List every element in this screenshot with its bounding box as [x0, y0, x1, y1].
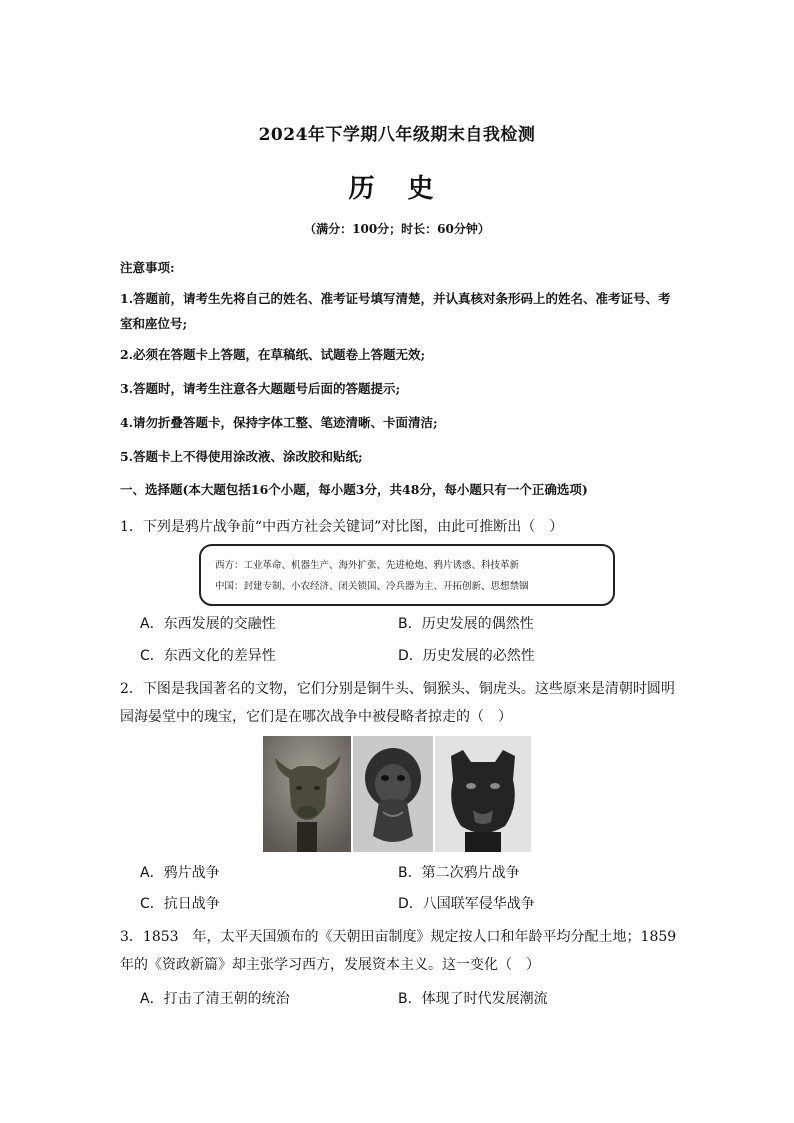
question-1-option-b[interactable]: B．历史发展的偶然性 [398, 616, 534, 632]
notice-item-4: 4.请勿折叠答题卡，保持字体工整、笔迹清晰、卡面清洁; [120, 415, 438, 430]
question-1-option-d[interactable]: D．历史发展的必然性 [398, 648, 535, 664]
keywords-comparison-box [199, 544, 615, 606]
notice-item-1: 1.答题前，请考生先将自己的姓名、准考证号填写清楚，并认真核对条形码上的姓名、准考证号、考室和座位号; [120, 291, 671, 331]
question-2-stem: 2．下图是我国著名的文物，它们分别是铜牛头、铜猴头、铜虎头。这些原来是清朝时圆明园海晏堂中的瑰宝，它们是在哪次战争中被侵略者掠走的（ ） [120, 681, 675, 725]
question-2-option-a[interactable]: A．鸦片战争 [140, 865, 220, 881]
notice-item-2: 2.必须在答题卡上答题，在草稿纸、试题卷上答题无效; [120, 347, 426, 362]
bronze-monkey-head-image [353, 736, 433, 852]
section-heading: 一、选择题(本大题包括16个小题，每小题3分，共48分，每小题只有一个正确选项) [120, 482, 588, 497]
keywords-china: 中国：封建专制、小农经济、闭关锁国、冷兵器为主、开拓创新、思想禁锢 [215, 581, 529, 592]
notice-heading: 注意事项: [120, 260, 175, 275]
question-3-stem: 3．1853 年，太平天国颁布的《天朝田亩制度》规定按人口和年龄平均分配土地；1859年的《资政新篇》却主张学习西方，发展资本主义。这一变化（ ） [120, 929, 677, 973]
exam-meta: （满分：100分；时长：60分钟） [304, 222, 490, 236]
relics-photo [263, 736, 531, 852]
bronze-ox-head-image [263, 736, 351, 852]
question-1-stem: 1．下列是鸦片战争前“中西方社会关键词”对比图，由此可推断出（ ） [120, 519, 564, 535]
question-2-option-c[interactable]: C．抗日战争 [140, 896, 220, 912]
subject-title: 历 史 [348, 174, 446, 204]
question-3-option-b[interactable]: B．体现了时代发展潮流 [398, 991, 548, 1007]
notice-item-3: 3.答题时，请考生注意各大题题号后面的答题提示; [120, 381, 401, 396]
question-3-option-a[interactable]: A．打击了清王朝的统治 [140, 991, 290, 1007]
question-2-option-d[interactable]: D．八国联军侵华战争 [398, 896, 535, 912]
question-2-option-b[interactable]: B．第二次鸦片战争 [398, 865, 520, 881]
keywords-west: 西方：工业革命、机器生产、海外扩张、先进枪炮、鸦片诱惑、科技革新 [215, 560, 520, 571]
question-1-option-c[interactable]: C．东西文化的差异性 [140, 648, 276, 664]
question-1-option-a[interactable]: A．东西发展的交融性 [140, 616, 276, 632]
notice-item-5: 5.答题卡上不得使用涂改液、涂改胶和贴纸; [120, 449, 363, 464]
exam-title: 2024年下学期八年级期末自我检测 [258, 125, 536, 145]
bronze-tiger-head-image [435, 736, 531, 852]
